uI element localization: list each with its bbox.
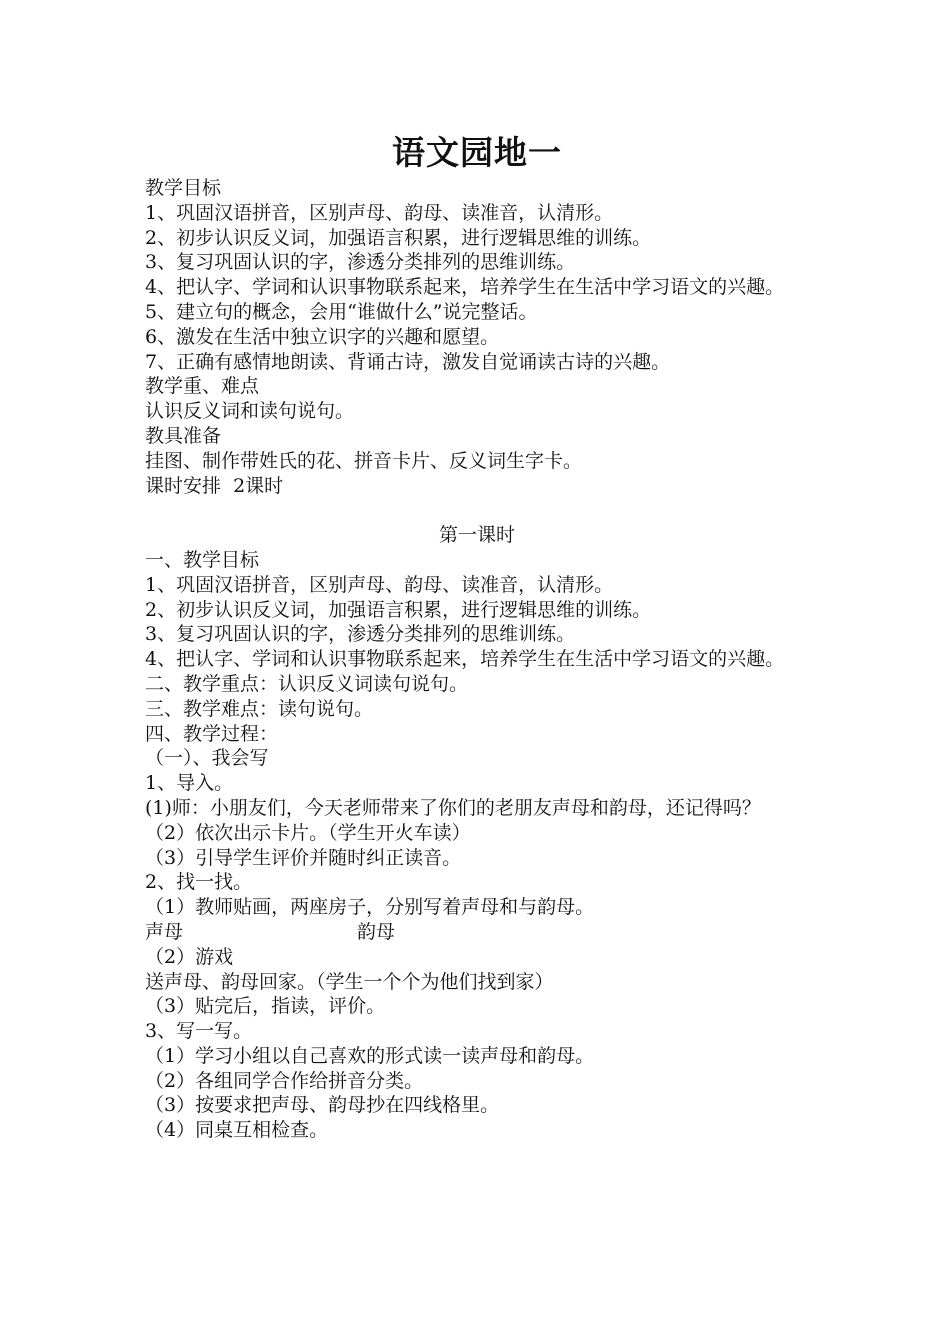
blank-line	[145, 498, 809, 523]
lesson-goal-item: 2、初步认识反义词，加强语言积累，进行逻辑思维的训练。	[145, 598, 652, 621]
goal-item: 4、把认字、学词和认识事物联系起来，培养学生在生活中学习语文的兴趣。	[145, 276, 785, 299]
house-labels	[145, 920, 809, 945]
lesson-goals-heading: 一、教学目标	[145, 548, 260, 571]
document-body	[145, 130, 809, 1143]
document-title: 语文园地一	[392, 133, 562, 172]
goal-item: 6、激发在生活中独立识字的兴趣和愿望。	[145, 325, 500, 348]
step-item: （4）同桌互相检查。	[145, 1119, 329, 1142]
step-heading: 2、找一找。	[145, 871, 253, 894]
step-item: （2）各组同学合作给拼音分类。	[145, 1069, 424, 1092]
key-points-text: 认识反义词和读句说句。	[145, 400, 355, 423]
tools-text: 挂图、制作带姓氏的花、拼音卡片、反义词生字卡。	[145, 449, 583, 472]
game-text: 送声母、韵母回家。（学生一个个为他们找到家）	[145, 970, 554, 993]
step-item: （3）贴完后，指读，评价。	[145, 995, 386, 1018]
key-points-heading: 教学重、难点	[145, 375, 260, 398]
step-item: （1）教师贴画，两座房子，分别写着声母和与韵母。	[145, 896, 595, 919]
schedule-text: 课时安排 2课时	[145, 474, 284, 497]
process-heading: 四、教学过程：	[145, 722, 279, 745]
tools-heading: 教具准备	[145, 424, 222, 447]
lesson-key-point: 二、教学重点：认识反义词读句说句。	[145, 672, 469, 695]
house-label-finals: 韵母	[357, 920, 396, 943]
step-heading: 3、写一写。	[145, 1020, 253, 1043]
step-heading: 1、导入。	[145, 772, 234, 795]
lesson-difficulty: 三、教学难点：读句说句。	[145, 697, 374, 720]
part-heading: （一）、我会写	[145, 747, 269, 770]
goal-item: 5、建立句的概念，会用“谁做什么”说完整话。	[145, 300, 538, 323]
goal-item: 7、正确有感情地朗读、背诵古诗，激发自觉诵读古诗的兴趣。	[145, 350, 671, 373]
lesson-goal-item: 4、把认字、学词和认识事物联系起来，培养学生在生活中学习语文的兴趣。	[145, 648, 785, 671]
step-item: （3）引导学生评价并随时纠正读音。	[145, 846, 462, 869]
lesson-goal-item: 1、巩固汉语拼音，区别声母、韵母、读准音，认清形。	[145, 573, 614, 596]
step-item: (1)师：小朋友们，今天老师带来了你们的老朋友声母和韵母，还记得吗？	[145, 796, 761, 819]
goal-item: 3、复习巩固认识的字，渗透分类排列的思维训练。	[145, 251, 576, 274]
goals-heading: 教学目标	[145, 177, 222, 199]
step-item: （2）游戏	[145, 945, 234, 968]
goal-item: 2、初步认识反义词，加强语言积累，进行逻辑思维的训练。	[145, 226, 652, 249]
step-item: （3）按要求把声母、韵母抄在四线格里。	[145, 1094, 500, 1117]
house-label-initials: 声母	[145, 920, 184, 943]
lesson-heading: 第一课时	[438, 524, 515, 547]
step-item: （2）依次出示卡片。（学生开火车读）	[145, 821, 471, 844]
lesson-goal-item: 3、复习巩固认识的字，渗透分类排列的思维训练。	[145, 623, 576, 646]
goal-item: 1、巩固汉语拼音，区别声母、韵母、读准音，认清形。	[145, 201, 614, 224]
step-item: （1）学习小组以自己喜欢的形式读一读声母和韵母。	[145, 1044, 595, 1067]
